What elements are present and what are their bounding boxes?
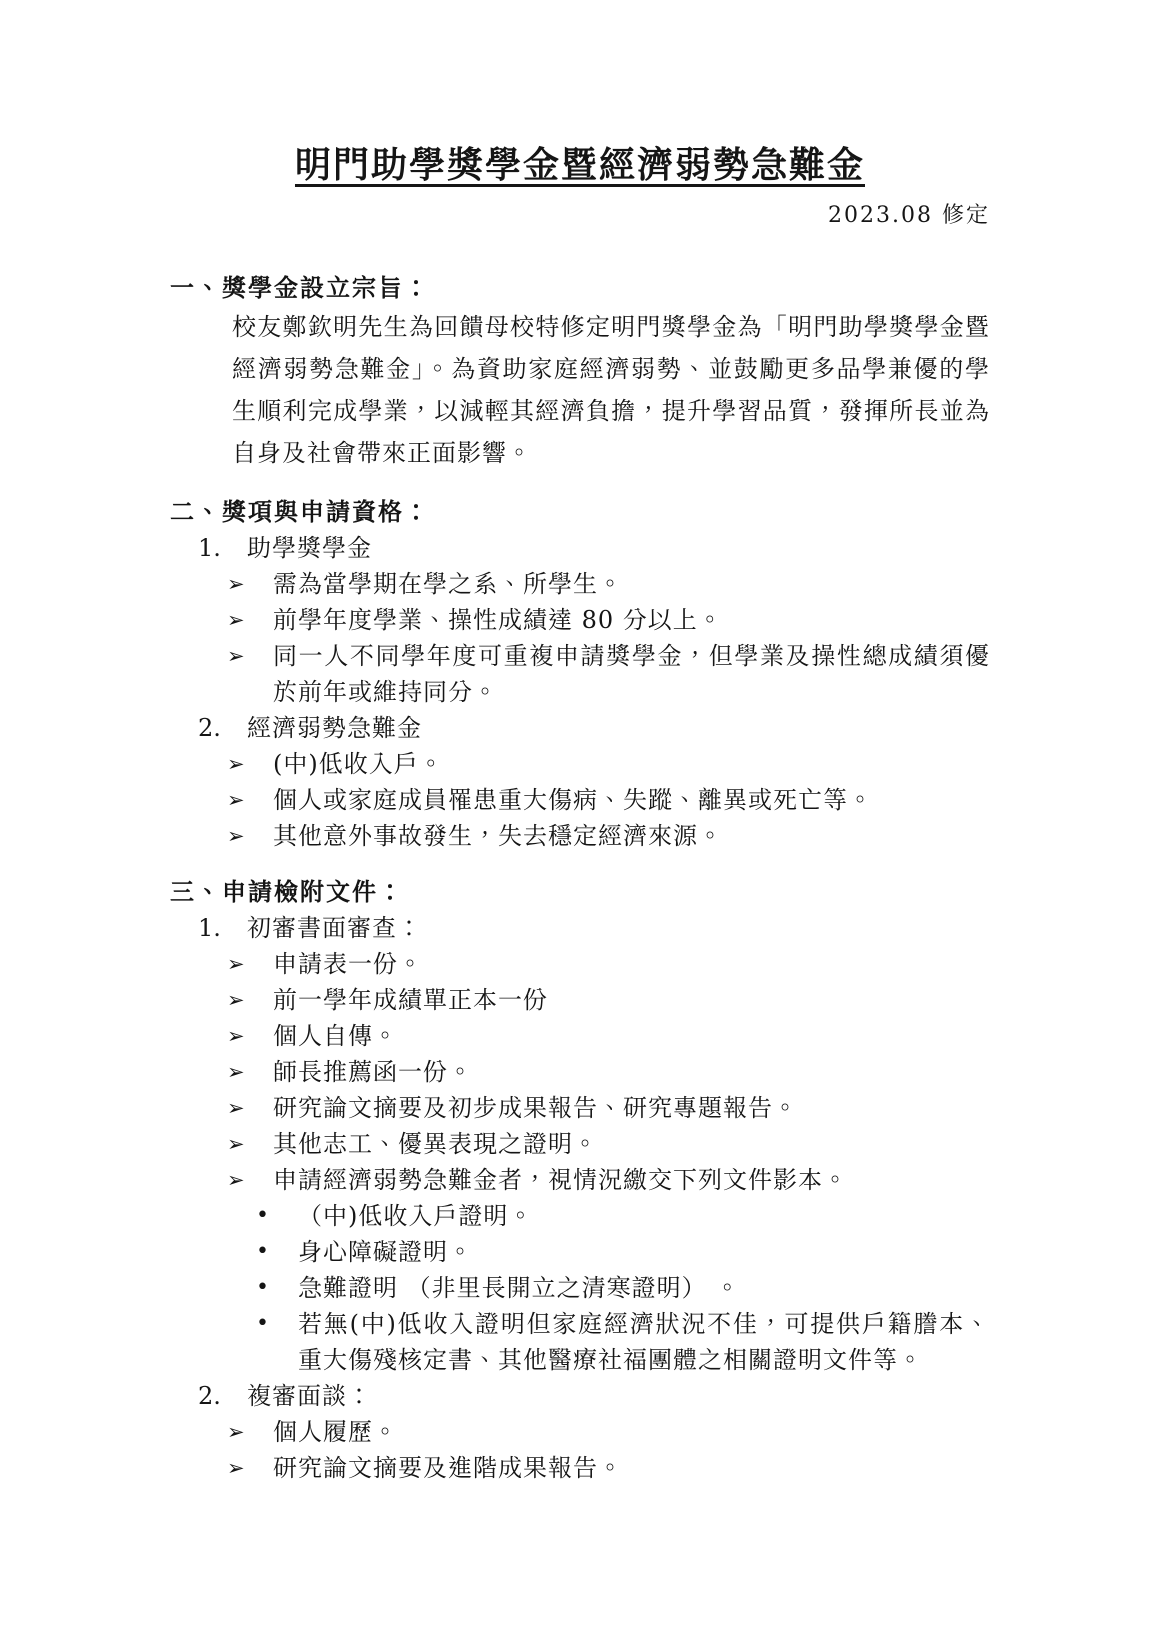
- item-number: 1.: [198, 914, 221, 942]
- list-item: [170, 1090, 990, 1126]
- list-item-text: 其他意外事故發生，失去穩定經濟來源。: [273, 822, 723, 850]
- list-item: [170, 982, 990, 1018]
- list-item-text: 研究論文摘要及初步成果報告、研究專題報告。: [273, 1094, 798, 1122]
- numbered-item: [170, 710, 990, 746]
- dot-bullet-icon: •: [256, 1275, 269, 1300]
- list-item-text: 個人履歷。: [273, 1418, 398, 1446]
- arrow-bullet-icon: ➢: [227, 1168, 245, 1192]
- dot-bullet-icon: •: [256, 1203, 269, 1228]
- list-item-text: 個人自傳。: [273, 1022, 398, 1050]
- section-documents: [170, 874, 990, 1486]
- sub-list-item-text: （中)低收入戶證明。: [298, 1202, 534, 1230]
- dot-bullet-icon: •: [256, 1311, 269, 1336]
- numbered-item: [170, 530, 990, 566]
- sub-list-item: [170, 1198, 990, 1234]
- list-item-text: 需為當學期在學之系、所學生。: [273, 570, 623, 598]
- item-number: 2.: [198, 1382, 221, 1410]
- sub-list-item-text: 身心障礙證明。: [298, 1238, 473, 1266]
- list-item: [170, 782, 990, 818]
- arrow-bullet-icon: ➢: [227, 1132, 245, 1156]
- list-item-text: 其他志工、優異表現之證明。: [273, 1130, 598, 1158]
- arrow-bullet-icon: ➢: [227, 644, 245, 668]
- section-eligibility: [170, 494, 990, 854]
- arrow-bullet-icon: ➢: [227, 824, 245, 848]
- list-item-text: 前一學年成績單正本一份: [273, 986, 548, 1014]
- list-item: [170, 746, 990, 782]
- sub-list-item-text: 急難證明 （非里長開立之清寒證明） 。: [298, 1274, 741, 1302]
- list-item-text: 研究論文摘要及進階成果報告。: [273, 1454, 623, 1482]
- list-item-text: 個人或家庭成員罹患重大傷病、失蹤、離異或死亡等。: [273, 786, 873, 814]
- purpose-paragraph: 校友鄭欽明先生為回饋母校特修定明門獎學金為「明門助學獎學金暨經濟弱勢急難金」。為資助家庭經濟弱勢、並鼓勵更多品學兼優的學生順利完成學業，以減輕其經濟負擔，提升學習品質，發揮所長並為自身及社會帶來正面影響。: [232, 313, 990, 467]
- list-item-text: 申請表一份。: [273, 950, 423, 978]
- item-label: 經濟弱勢急難金: [247, 714, 422, 742]
- list-item: [170, 946, 990, 982]
- list-item-text: 申請經濟弱勢急難金者，視情況繳交下列文件影本。: [273, 1166, 848, 1194]
- arrow-bullet-icon: ➢: [227, 752, 245, 776]
- document-title-text: 明門助學獎學金暨經濟弱勢急難金: [294, 144, 865, 186]
- sub-list-item: [170, 1306, 990, 1378]
- numbered-item: [170, 1378, 990, 1414]
- list-item-text: (中)低收入戶。: [273, 750, 444, 778]
- item-label: 助學獎學金: [247, 534, 372, 562]
- arrow-bullet-icon: ➢: [227, 572, 245, 596]
- dot-bullet-icon: •: [256, 1239, 269, 1264]
- item-label: 複審面談：: [247, 1382, 372, 1410]
- sub-list-item-text: 若無(中)低收入證明但家庭經濟狀況不佳，可提供戶籍謄本、重大傷殘核定書、其他醫療社福團體之相關證明文件等。: [298, 1310, 990, 1374]
- revision-date: 2023.08 修定: [828, 203, 990, 228]
- list-item: [170, 1054, 990, 1090]
- list-item-text: 師長推薦函一份。: [273, 1058, 473, 1086]
- list-item: [170, 818, 990, 854]
- arrow-bullet-icon: ➢: [227, 1456, 245, 1480]
- list-item: [170, 1450, 990, 1486]
- list-item-text: 同一人不同學年度可重複申請獎學金，但學業及操性總成績須優於前年或維持同分。: [273, 642, 990, 706]
- list-item: [170, 638, 990, 710]
- list-item: [170, 566, 990, 602]
- list-item: [170, 1126, 990, 1162]
- arrow-bullet-icon: ➢: [227, 1096, 245, 1120]
- list-item: [170, 1414, 990, 1450]
- arrow-bullet-icon: ➢: [227, 788, 245, 812]
- item-number: 2.: [198, 714, 221, 742]
- document-title: [170, 142, 990, 188]
- list-item: [170, 1162, 990, 1198]
- arrow-bullet-icon: ➢: [227, 952, 245, 976]
- arrow-bullet-icon: ➢: [227, 608, 245, 632]
- arrow-bullet-icon: ➢: [227, 1024, 245, 1048]
- arrow-bullet-icon: ➢: [227, 1060, 245, 1084]
- list-item-text: 前學年度學業、操性成績達 80 分以上。: [273, 606, 723, 634]
- item-number: 1.: [198, 534, 221, 562]
- section-heading: 二、獎項與申請資格：: [170, 497, 430, 526]
- arrow-bullet-icon: ➢: [227, 988, 245, 1012]
- list-item: [170, 602, 990, 638]
- sub-list-item: [170, 1234, 990, 1270]
- section-purpose: [170, 270, 990, 474]
- numbered-item: [170, 910, 990, 946]
- section-heading: 一、獎學金設立宗旨：: [170, 273, 430, 302]
- list-item: [170, 1018, 990, 1054]
- section-heading: 三、申請檢附文件：: [170, 877, 404, 906]
- item-label: 初審書面審查：: [247, 914, 422, 942]
- sub-list-item: [170, 1270, 990, 1306]
- arrow-bullet-icon: ➢: [227, 1420, 245, 1444]
